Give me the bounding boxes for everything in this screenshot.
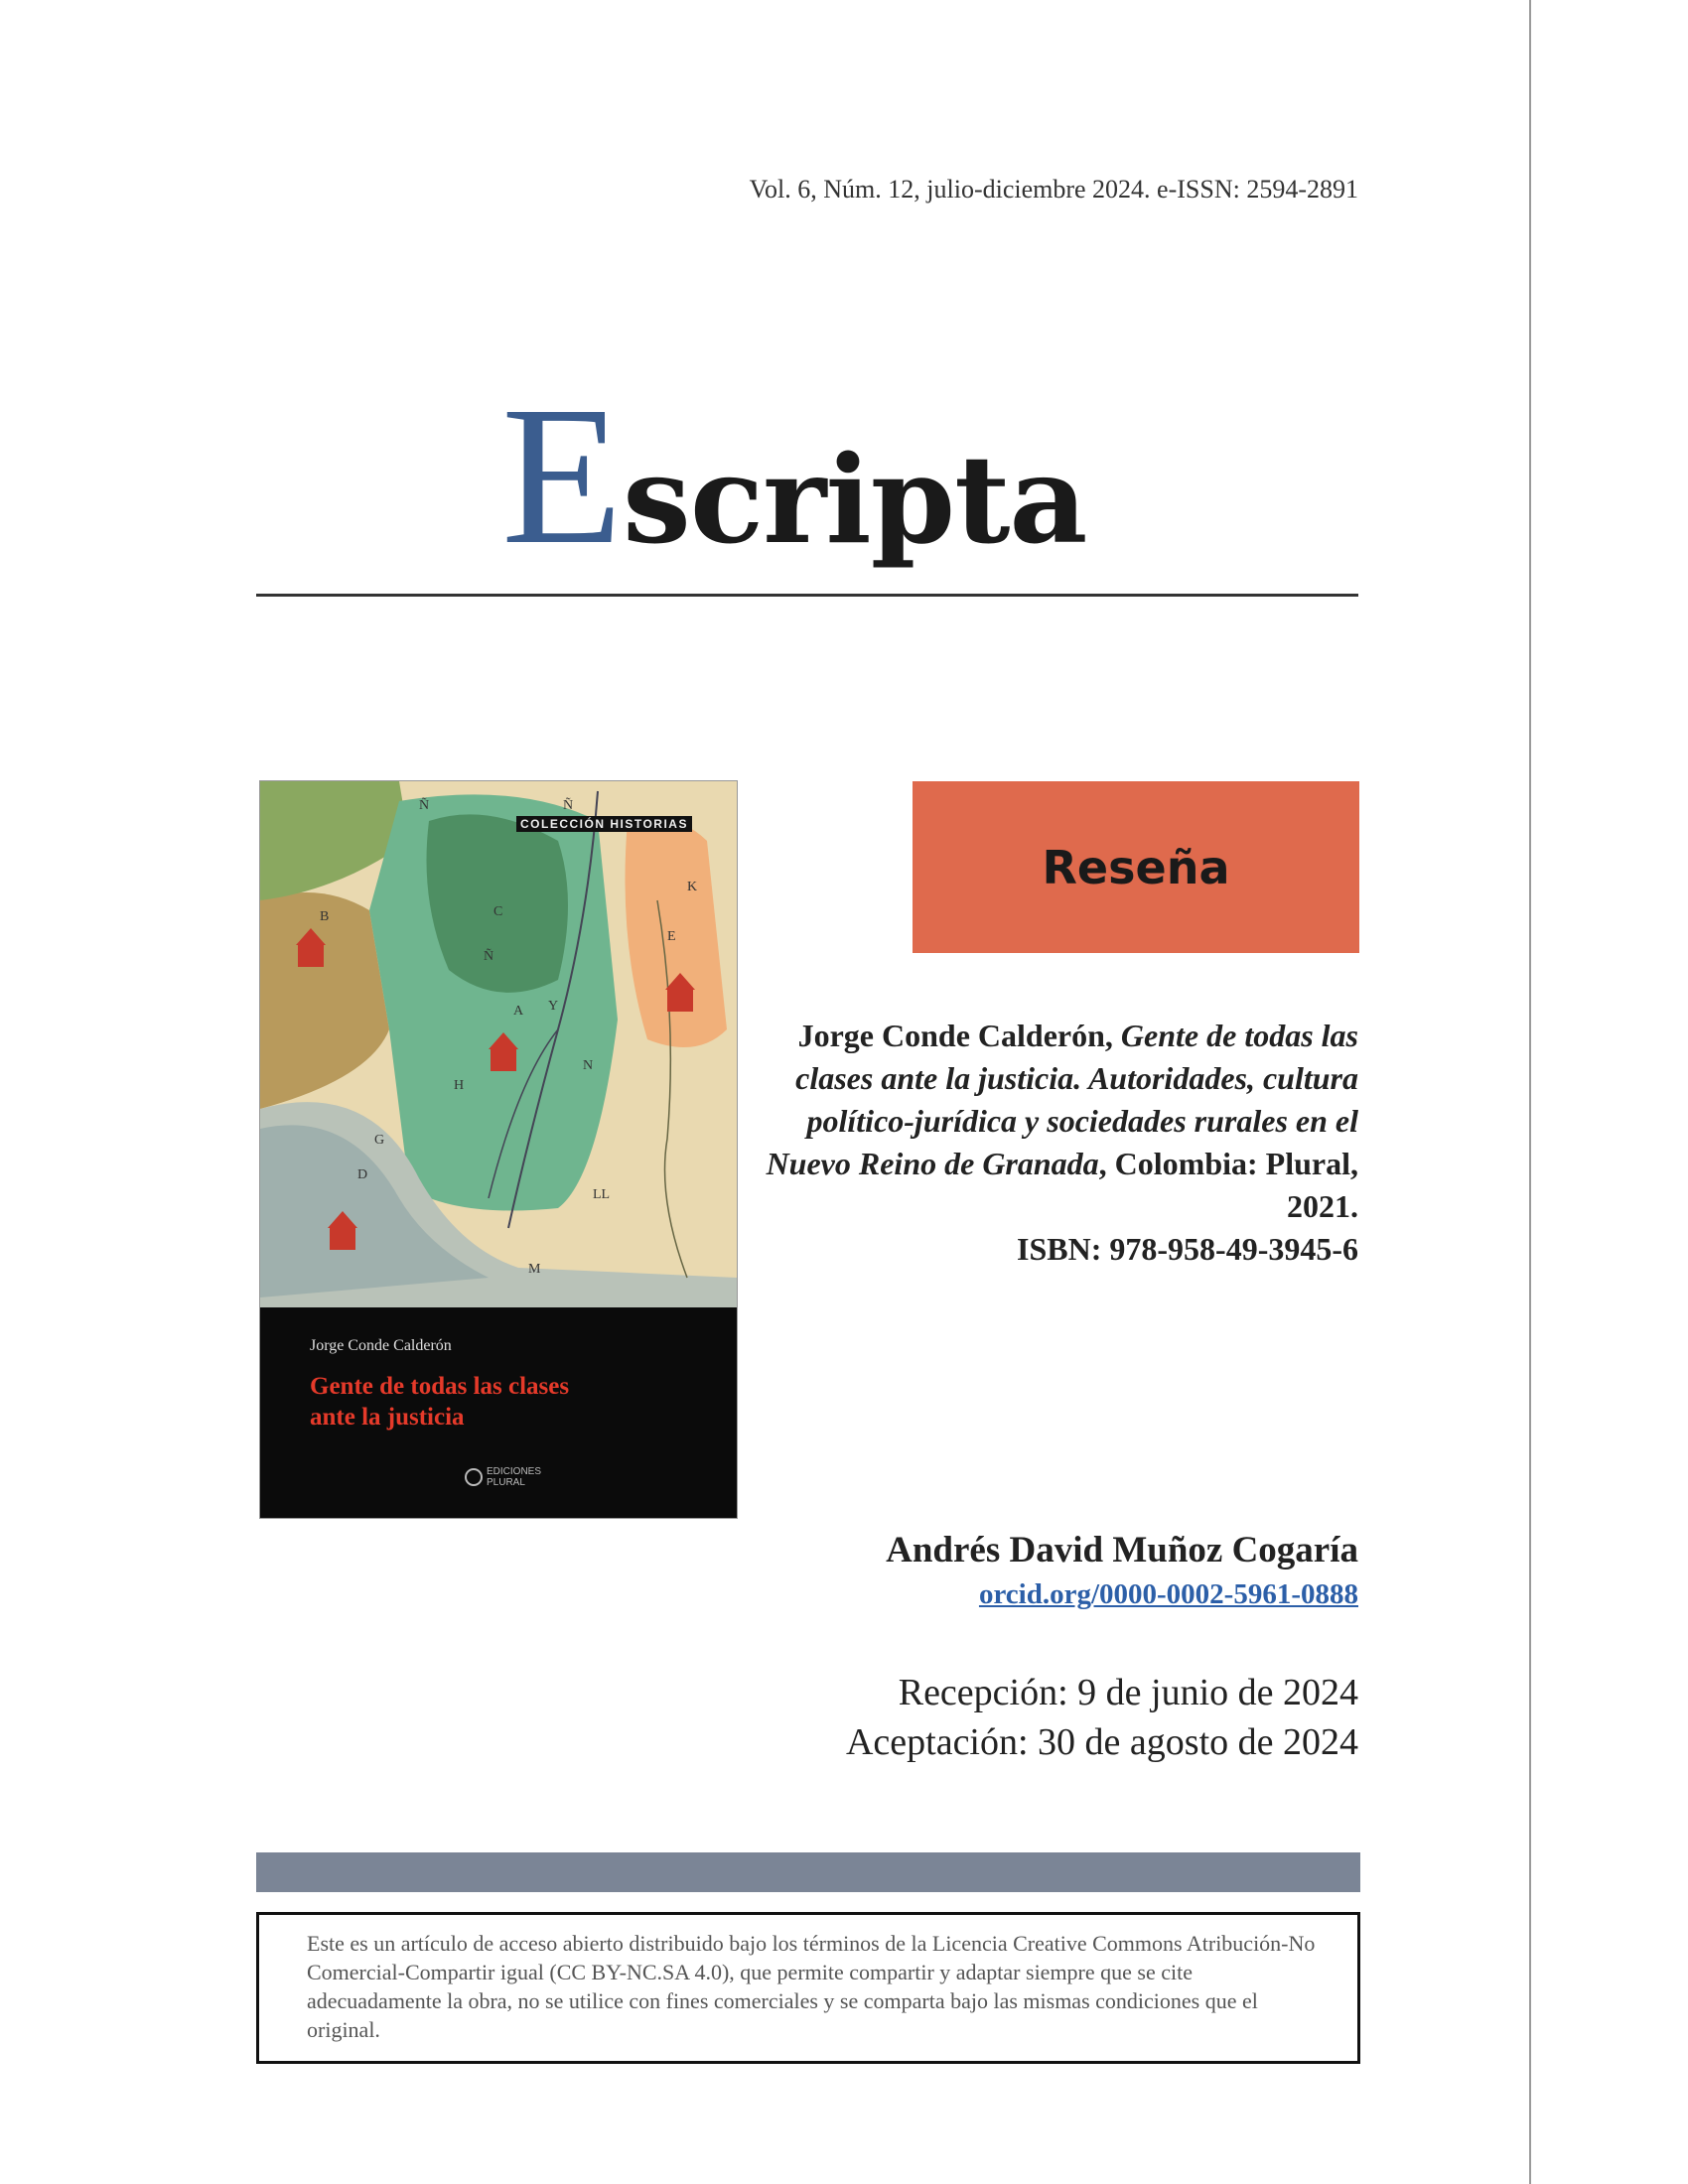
publisher-disc-icon: [465, 1468, 483, 1486]
cover-title-band: [260, 1307, 737, 1518]
map-letter: C: [493, 904, 503, 919]
map-letter: G: [374, 1133, 385, 1148]
cover-publisher: [465, 1466, 541, 1488]
cover-author: Jorge Conde Calderón: [310, 1337, 452, 1354]
map-letter: M: [528, 1262, 541, 1277]
book-publication: , Colombia: Plural, 2021.: [1098, 1146, 1358, 1224]
orcid-link[interactable]: orcid.org/0000-0002-5961-0888: [978, 1578, 1358, 1610]
book-isbn: ISBN: 978-958-49-3945-6: [1017, 1231, 1358, 1267]
map-letter: Ñ: [419, 798, 430, 813]
cover-title: [310, 1371, 667, 1433]
map-letter: Ñ: [563, 798, 574, 813]
logo-wordmark: scripta: [623, 428, 1087, 571]
publisher-line: EDICIONES: [487, 1466, 542, 1477]
license-text: Este es un artículo de acceso abierto distribuido bajo los términos de la Licencia Creative Commons Atribución-No Comercial-Compartir igual (CC BY-NC.SA 4.0), que permite compartir y adaptar siempre que se cite adecuadamente la obra, no se utilice con fines comerciales y se comparta bajo las mismas condiciones que el original.: [307, 1931, 1316, 2042]
book-cover-image: [259, 780, 738, 1519]
reviewer-name: Andrés David Muñoz Cogaría: [886, 1530, 1358, 1570]
book-author: Jorge Conde Calderón,: [797, 1018, 1121, 1053]
issue-line: Vol. 6, Núm. 12, julio-diciembre 2024. e-ISSN: 2594-2891: [749, 175, 1358, 204]
publisher-line: PLURAL: [487, 1477, 525, 1488]
dates-block: [846, 1668, 1358, 1767]
map-letter: E: [667, 929, 676, 944]
map-letter: A: [513, 1004, 524, 1019]
license-box: [256, 1912, 1360, 2064]
map-letter: Ñ: [484, 949, 494, 964]
section-badge: [913, 781, 1359, 953]
map-letter: K: [687, 880, 698, 894]
title-divider: [256, 594, 1358, 597]
cover-title-line: Gente de todas las clases: [310, 1373, 570, 1400]
cover-collection-label: COLECCIÓN HISTORIAS: [516, 816, 692, 832]
logo-initial: E: [501, 366, 620, 586]
map-letter: B: [320, 909, 330, 924]
book-reference: [743, 1015, 1358, 1271]
book-title: Gente de todas las clases ante la justicia. Autoridades, cultura político-jurídica y sociedades rurales en el Nuevo Reino de Granada: [766, 1018, 1358, 1181]
map-letter: LL: [593, 1187, 611, 1202]
map-letter: N: [583, 1058, 594, 1073]
map-letter: Y: [548, 999, 559, 1014]
accepted-date: Aceptación: 30 de agosto de 2024: [845, 1721, 1358, 1763]
separator-bar: [256, 1852, 1360, 1892]
cover-title-line: ante la justicia: [310, 1404, 465, 1431]
page-edge-rule: [1529, 0, 1531, 2184]
map-letter: H: [454, 1078, 465, 1093]
map-letter: D: [357, 1167, 368, 1182]
journal-logo: [501, 366, 1216, 586]
section-label: Reseña: [1042, 840, 1230, 894]
cover-map-illustration: [260, 781, 737, 1307]
received-date: Recepción: 9 de junio de 2024: [898, 1672, 1358, 1713]
